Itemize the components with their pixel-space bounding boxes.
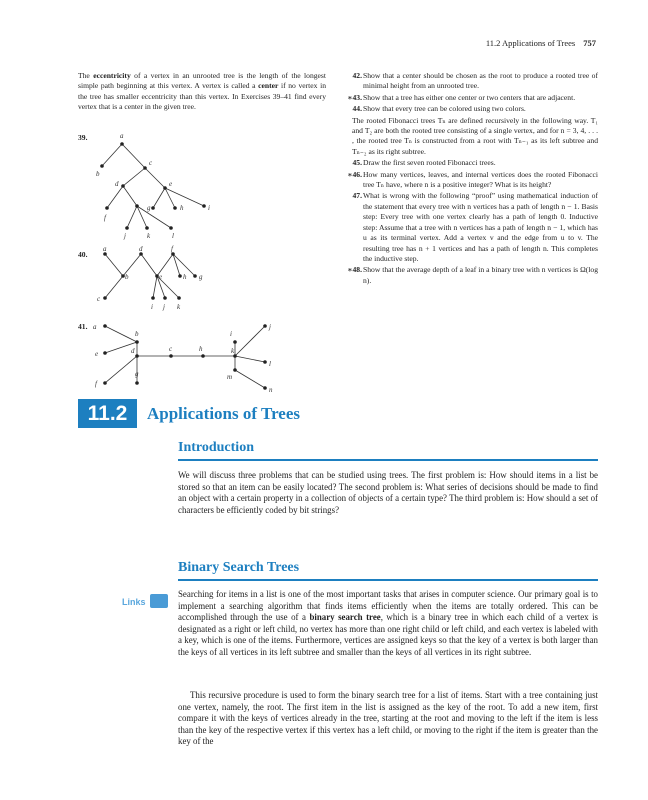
node-label: e — [169, 180, 173, 188]
exercise-item — [338, 191, 598, 264]
header-section: 11.2 Applications of Trees — [485, 38, 576, 48]
exercise-text: Show that the average depth of a leaf in a binary tree with n vertices is Ω(log n). — [363, 265, 598, 285]
eccentricity-definition — [78, 71, 326, 113]
tree-41-figure — [95, 318, 275, 406]
node-label: l — [172, 232, 174, 240]
node-label: n — [269, 386, 273, 394]
page-number: 757 — [583, 38, 596, 48]
exercise-text: Show that a tree has either one center or two centers that are adjacent. — [363, 92, 576, 102]
bst-p1-b: , which is a binary tree in which each child of a vertex is designated as a right or left child, no vertex has more than one right child or left child, and each vertex is labeled with a key, which is one of the items. Furthermore, vertices are assigned keys so that the key of a vertex is both larger than the keys of all vertices in its left subtree and smaller than the keys of all vertices in its right subtree. — [178, 612, 598, 657]
section-title: Applications of Trees — [147, 404, 301, 423]
exercise-number: 47. — [352, 191, 362, 201]
node-label: b — [96, 170, 100, 178]
intro-text-segment: The — [78, 71, 94, 80]
exercise-number: ∗48. — [347, 265, 362, 275]
exercise-number: ∗43. — [347, 92, 362, 102]
node-label: c — [97, 295, 101, 303]
node-label: a — [120, 132, 124, 140]
exercise-number: ∗46. — [347, 169, 362, 179]
node-label: k — [231, 347, 235, 355]
bst-paragraph-2: This recursive procedure is used to form the binary search tree for a list of items. Start with a tree containing just one vertex, namely, the root. The first item in the list is assigned as the key of the root. To add a new item, first compare it with the keys of vertices already in the tree, starting at the root and moving to the left if the item is less than the key of the respective vertex if this vertex has a left child, or moving to the right if the item is greater than the key of the — [178, 690, 598, 747]
node-label: d — [139, 245, 143, 253]
node-label: h — [199, 345, 203, 353]
bst-heading: Binary Search Trees — [178, 560, 300, 575]
tree-39-figure — [90, 128, 270, 243]
node-label: m — [227, 373, 233, 381]
node-label: h — [183, 273, 187, 281]
exercise-item — [338, 71, 598, 92]
bst-paragraph-1 — [178, 589, 598, 658]
running-header — [486, 38, 596, 48]
node-label: e — [159, 273, 163, 281]
right-column-exercises — [338, 71, 598, 287]
exercise-item — [338, 104, 598, 114]
intro-heading: Introduction — [178, 440, 254, 455]
node-label: b — [125, 273, 129, 281]
exercise-text: The rooted Fibonacci trees Tₙ are defined recursively in the following way. T₁ and T₂ are both the rooted tree consisting of a single vertex, and for n = 3, 4, . . . , the rooted tree Tₙ is constructed from a root with Tₙ₋₁ as its left subtree and Tₙ₋₂ as its right subtree. — [352, 115, 598, 156]
exercise-text: How many vertices, leaves, and internal vertices does the rooted Fibonacci tree Tₙ have, where n is a positive integer? What is its height? — [363, 169, 598, 190]
node-label: i — [208, 204, 210, 212]
exercise-text: What is wrong with the following “proof” using mathematical induction of the statement that every tree with n vertices has a path of length n − 1. Basis step: Every tree with one vertex clearly has a path of length 0. Inductive step: Assume that a tree with n vertices has a path of length n − 1, which has u as its terminal vertex. Add a vertex v and the edge from u to v. The resulting tree has n + 1 vertices and has a path of length n. This completes the inductive step. — [363, 191, 598, 263]
node-label: f — [104, 214, 106, 222]
exercise-item — [338, 170, 598, 191]
node-label: h — [180, 204, 184, 212]
exercise-41-label: 41. — [78, 322, 88, 331]
exercise-40-label: 40. — [78, 250, 88, 259]
node-label: a — [93, 323, 97, 331]
node-label: d — [131, 347, 135, 355]
intro-text-segment: if no vertex in the tree has smaller eccentricity than this vertex. In Exercises 39–41 find every vertex that is a center in the given tree. — [78, 81, 326, 112]
defined-term: center — [258, 81, 279, 91]
exercise-number: 44. — [352, 104, 362, 114]
tree-40-figure — [95, 246, 225, 318]
node-label: c — [149, 159, 153, 167]
node-label: d — [115, 180, 119, 188]
links-icon[interactable] — [150, 594, 168, 608]
node-label: j — [124, 232, 126, 240]
section-number-box: 11.2 — [78, 399, 137, 428]
exercise-item — [338, 265, 598, 286]
exercise-item — [338, 116, 598, 158]
node-label: c — [169, 345, 173, 353]
exercise-item — [338, 158, 598, 168]
exercise-number: 45. — [352, 158, 362, 168]
exercise-text: Show that every tree can be colored using two colors. — [363, 104, 526, 114]
node-label: j — [269, 323, 271, 331]
node-label: f — [171, 245, 173, 253]
node-label: a — [103, 245, 107, 253]
bst-p1-a: Searching for items in a list is one of the most important tasks that arises in computer science. Our primary goal is to implement a searching algorithm that finds items efficiently when the items are totally ordered. This can be accomplished through the use of a — [178, 589, 598, 623]
exercise-text: Show that a center should be chosen as the root to produce a rooted tree of minimal height from an unrooted tree. — [363, 71, 598, 91]
node-label: e — [95, 350, 99, 358]
defined-term: eccentricity — [93, 71, 131, 80]
exercise-item — [338, 93, 598, 103]
node-label: g — [199, 273, 203, 281]
bst-rule — [178, 579, 598, 581]
node-label: l — [269, 360, 271, 368]
exercise-text: Draw the first seven rooted Fibonacci trees. — [363, 158, 496, 168]
bst-term: binary search tree — [309, 612, 381, 623]
node-label: g — [135, 370, 139, 378]
left-column-text — [78, 71, 326, 113]
node-label: b — [135, 330, 139, 338]
exercise-39-label: 39. — [78, 133, 88, 142]
node-label: f — [95, 380, 97, 388]
node-label: i — [230, 330, 232, 338]
node-label: j — [163, 303, 165, 311]
intro-paragraph: We will discuss three problems that can be studied using trees. The first problem is: How should items in a list be stored so that an item can be easily located? The second problem is: What series of decisions should be made to find an object with a certain property in a collection of objects of a certain type? The third problem is: How should a set of characters be efficiently coded by bit strings? — [178, 470, 598, 515]
node-label: g — [147, 204, 151, 212]
exercise-number: 42. — [352, 71, 362, 80]
links-marker[interactable]: Links — [122, 597, 146, 607]
intro-rule — [178, 459, 598, 461]
intro-text-segment: of a vertex in an unrooted tree is the length of the longest simple path beginning at this vertex. A vertex is called a — [78, 71, 326, 91]
node-label: i — [151, 303, 153, 311]
node-label: k — [147, 232, 151, 240]
node-label: k — [177, 303, 181, 311]
